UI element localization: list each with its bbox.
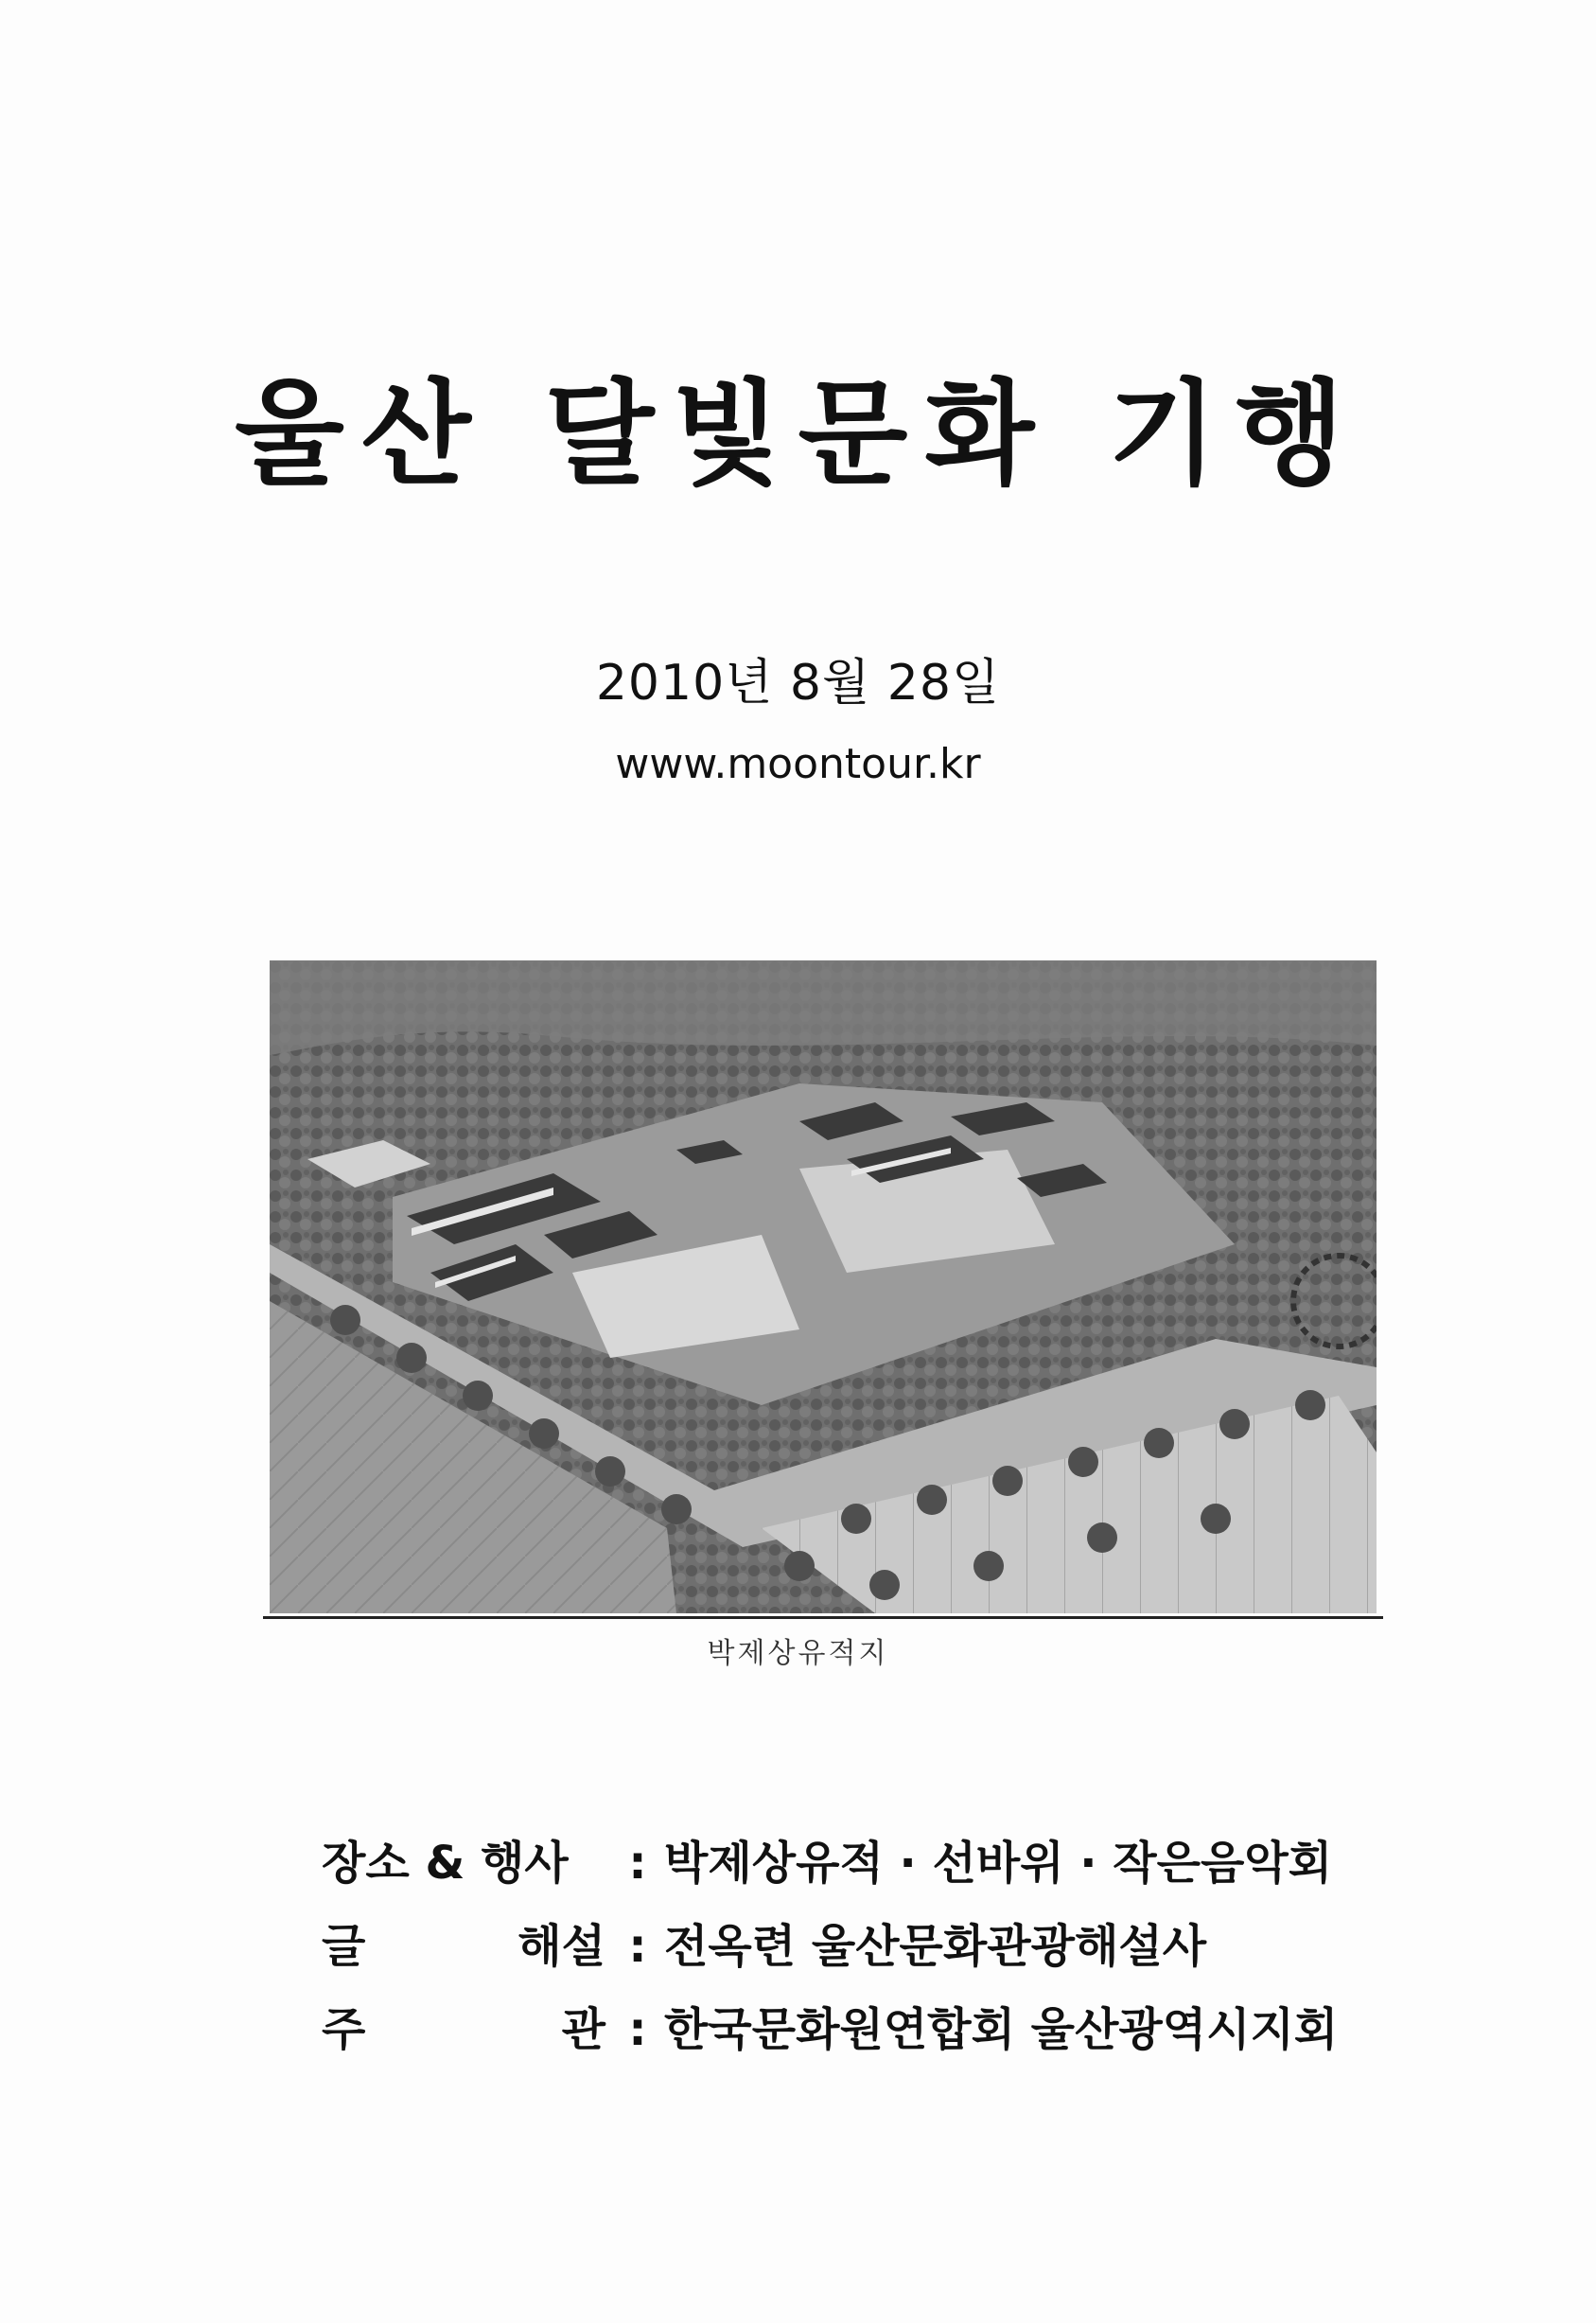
info-separator: : [628,1920,647,1973]
info-label [322,1905,605,1988]
info-row-venue [322,1821,1338,1905]
website-url: www.moontour.kr [615,740,981,788]
info-separator: : [628,1837,647,1890]
event-info [322,1821,1338,2071]
event-date: 2010년 8월 28일 [595,655,1001,712]
cover-title: 울산 달빛문화 기행 [235,369,1361,501]
info-separator: : [628,2003,647,2056]
caption-rule [263,1616,1383,1619]
info-value: 전옥련 울산문화관광해설사 [664,1920,1207,1973]
info-value: 박제상유적 · 선바위 · 작은음악회 [664,1837,1333,1890]
info-label: 장소 & 행사 [322,1837,569,1890]
info-label-part: 주 [322,2003,366,2056]
aerial-site-photo [270,960,1377,1613]
photo-caption: 박제상유적지 [707,1637,889,1670]
info-row-commentary [322,1905,1338,1988]
info-label-part: 글 [322,1920,366,1973]
info-value: 한국문화원연합회 울산광역시지회 [664,2003,1339,2056]
info-label-part: 해설 [517,1920,605,1973]
info-row-organizer [322,1988,1338,2071]
info-label-part: 관 [561,2003,605,2056]
info-label [322,1988,605,2071]
